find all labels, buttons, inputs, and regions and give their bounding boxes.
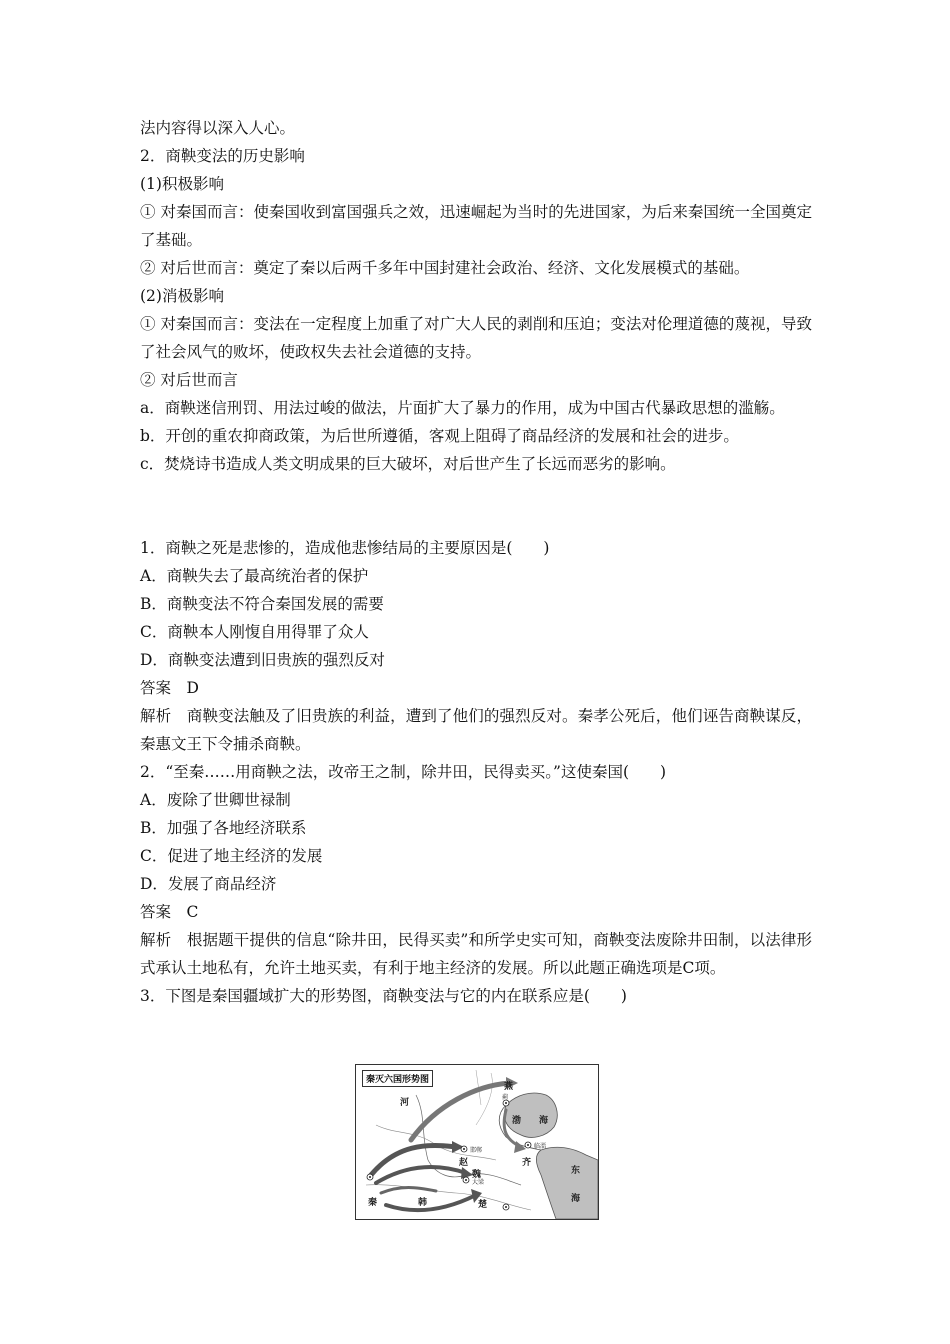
positive-point-2: ② 对后世而言：奠定了秦以后两千多年中国封建社会政治、经济、文化发展模式的基础。	[140, 259, 750, 277]
map-drawing	[356, 1065, 598, 1219]
subheading-negative: (2)消极影响	[140, 287, 224, 305]
question-1-option-a: A．商鞅失去了最高统治者的保护	[140, 567, 369, 585]
map-label-han: 韩	[418, 1198, 428, 1208]
negative-point-2: ② 对后世而言	[140, 371, 238, 389]
map-label-chu: 楚	[478, 1200, 488, 1210]
map-label-hai: 海	[571, 1194, 581, 1204]
map-city-daliang: 大梁	[472, 1179, 485, 1186]
negative-point-2b: b．开创的重农抑商政策，为后世所遵循，客观上阻碍了商品经济的发展和社会的进步。	[140, 427, 739, 445]
question-1-option-d: D．商鞅变法遭到旧贵族的强烈反对	[140, 651, 385, 669]
qin-conquest-map	[355, 1064, 599, 1220]
question-2-answer: 答案 C	[140, 903, 199, 921]
map-label-wei: 魏	[472, 1170, 482, 1180]
question-1-answer: 答案 D	[140, 679, 199, 697]
question-1-option-c: C．商鞅本人刚愎自用得罪了众人	[140, 623, 369, 641]
question-2-option-a: A．废除了世卿世禄制	[140, 791, 291, 809]
map-city-ji: 蓟	[502, 1094, 509, 1101]
section-heading: 2．商鞅变法的历史影响	[140, 147, 305, 165]
question-1-stem: 1．商鞅之死是悲惨的，造成他悲惨结局的主要原因是( )	[140, 539, 550, 557]
intro-line-1: 法内容得以深入人心。	[140, 119, 296, 137]
map-label-hai-bohai: 海	[539, 1116, 549, 1126]
section-gap	[140, 478, 812, 534]
question-3-stem: 3．下图是秦国疆域扩大的形势图，商鞅变法与它的内在联系应是( )	[140, 987, 627, 1005]
negative-point-2a: a．商鞅迷信刑罚、用法过峻的做法，片面扩大了暴力的作用，成为中国古代暴政思想的滥觞。	[140, 399, 785, 417]
question-2-stem: 2．“至秦……用商鞅之法，改帝王之制，除井田，民得卖买。”这使秦国( )	[140, 763, 667, 781]
map-label-zhao: 赵	[459, 1158, 469, 1168]
map-label-qi: 齐	[522, 1158, 532, 1168]
negative-point-1: ① 对秦国而言：变法在一定程度上加重了对广大人民的剥削和压迫；变法对伦理道德的蔑视，导致了社会风气的败坏，使政权失去社会道德的支持。	[140, 315, 812, 361]
map-city-linzi: 临淄	[534, 1143, 547, 1150]
positive-point-1: ① 对秦国而言：使秦国收到富国强兵之效，迅速崛起为当时的先进国家，为后来秦国统一全国奠定了基础。	[140, 203, 812, 249]
map-label-dong: 东	[571, 1166, 581, 1176]
question-2-option-d: D．发展了商品经济	[140, 875, 277, 893]
question-2-option-c: C．促进了地主经济的发展	[140, 847, 323, 865]
map-label-yan: 燕	[504, 1082, 514, 1092]
map-city-handan: 邯郸	[470, 1147, 483, 1154]
question-1-option-b: B．商鞅变法不符合秦国发展的需要	[140, 595, 384, 613]
question-2-analysis: 解析 根据题干提供的信息“除井田，民得买卖”和所学史实可知，商鞅变法废除井田制，以法律形式承认土地私有，允许土地买卖，有利于地主经济的发展。所以此题正确选项是C项。	[140, 931, 812, 977]
subheading-positive: (1)积极影响	[140, 175, 224, 193]
map-title: 秦灭六国形势图	[362, 1070, 433, 1087]
document-body	[140, 114, 812, 1010]
map-label-bo: 渤	[512, 1116, 522, 1126]
question-2-option-b: B．加强了各地经济联系	[140, 819, 307, 837]
question-1-analysis: 解析 商鞅变法触及了旧贵族的利益，遭到了他们的强烈反对。秦孝公死后，他们诬告商鞅谋反，秦惠文王下令捕杀商鞅。	[140, 707, 812, 753]
map-label-he: 河	[400, 1098, 410, 1108]
negative-point-2c: c．焚烧诗书造成人类文明成果的巨大破坏，对后世产生了长远而恶劣的影响。	[140, 455, 676, 473]
map-label-qin: 秦	[368, 1198, 378, 1208]
